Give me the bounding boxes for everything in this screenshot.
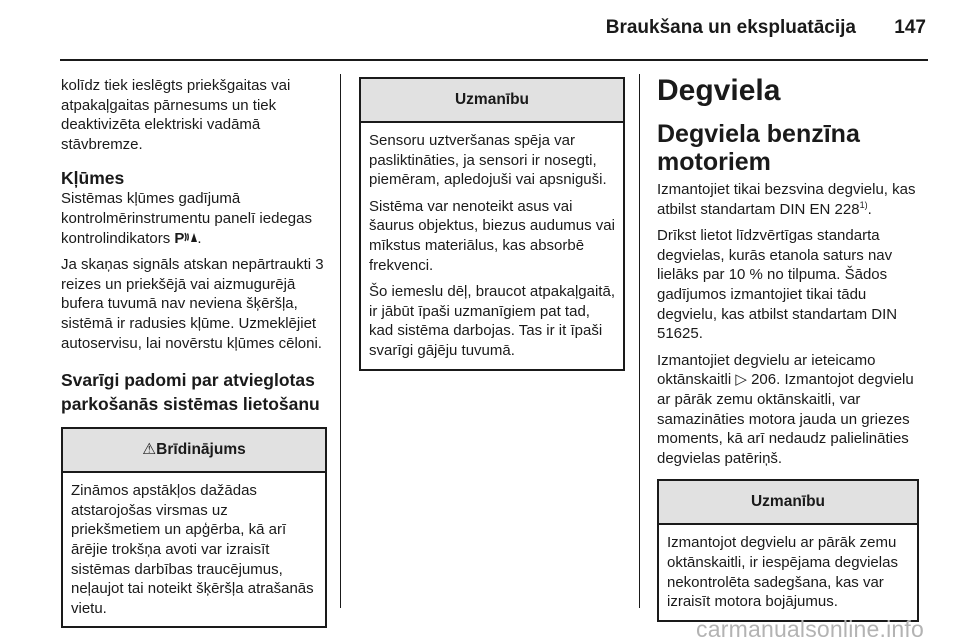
page-header: [0, 0, 960, 58]
caution-2-text: Izmantojot degvielu ar pārāk zemu oktānskaitli, ir iespējama degvielas nekontrolēta sadegšana, kas var izraisīt motora bojājumus.: [667, 534, 898, 611]
warning-title: Brīdinājums: [156, 441, 246, 459]
fuel-paragraph-2: Drīkst lietot līdzvērtīgas standarta degvielas, kurās etanola saturs nav lielāks par 10 % no tilpuma. Šādos gadījumos izmantojiet tikai tādu degvielu, kas atbilst standartam DIN 51625.: [657, 227, 898, 343]
fuel-paragraph-3: Izmantojiet degvielu ar ieteicamo oktānskaitli ▷ 206. Izmantojot degvielu ar pārāk zemu oktānskaitli, var samazināties motora jauda un griezes moments, kā arī nedaudz palielināties degvielas patēriņš.: [657, 351, 914, 467]
footnote-marker: 1): [859, 199, 868, 210]
warning-icon: ⚠: [142, 441, 157, 459]
section-title: Braukšana un ekspluatācija: [605, 17, 856, 38]
column-1: [61, 76, 327, 628]
header-rule: [60, 59, 928, 61]
page-number: 147: [894, 17, 926, 38]
errors-paragraph-2: Ja skaņas signāls atskan nepārtraukti 3 reizes un priekšējā vai aizmugurējā bufera tuvumā nav neviena šķēršļa, sistēmā ir radusies kļūme. Uzmeklējiet autoservisu, lai novērstu kļūmes cēloni.: [61, 256, 324, 352]
errors-heading: Kļūmes: [61, 168, 125, 189]
page-reference[interactable]: 206: [751, 371, 777, 389]
intro-paragraph: kolīdz tiek ieslēgts priekšgaitas vai atpakaļgaitas pārnesums un tiek deaktivizēta elektriski vadāmā stāvbremze.: [61, 77, 291, 153]
fuel-heading: Degviela: [657, 74, 781, 107]
caution-1-paragraph-2: Sistēma var nenoteikt asus vai šaurus objektus, biezus audumus vai mīkstus materiālus, kas absorbē frekvenci.: [369, 197, 615, 274]
column-divider-2: [639, 74, 640, 608]
column-3: [657, 74, 919, 622]
warning-box: [61, 427, 327, 628]
petrol-fuel-heading: Degviela benzīna motoriem: [657, 120, 860, 176]
parking-indicator-icon: P: [174, 230, 197, 247]
column-divider-1: [340, 74, 341, 608]
page-reference-icon[interactable]: ▷: [735, 371, 747, 389]
caution-box-1: [359, 77, 625, 371]
caution-box-1-header: Uzmanību: [361, 79, 623, 123]
warning-box-header: [63, 429, 325, 473]
caution-box-2: [657, 479, 919, 621]
caution-1-paragraph-3: Šo iemeslu dēļ, braucot atpakaļgaitā, ir jābūt īpaši uzmanīgiem pat tad, kad sistēma darbojas. Tas ir it īpaši svarīgi gājēju tuvumā.: [369, 283, 615, 359]
warning-text: Zināmos apstākļos dažādas atstarojošas virsmas uz priekšmetiem un apģērba, kā arī ārējie trokšņa avoti var izraisīt sistēmas darbības traucējumus, neļaujot tai noteikt šķēršļa atrašanās vietu.: [71, 482, 314, 617]
caution-1-paragraph-1: Sensoru uztveršanas spēja var pasliktināties, ja sensori ir nosegti, piemēram, apledojuši vai apsniguši.: [369, 132, 607, 189]
column-2: [359, 77, 625, 371]
fuel-paragraph-1: Izmantojiet tikai bezsvina degvielu, kas atbilst standartam DIN EN 228$^{1)}$.: [657, 181, 916, 218]
errors-paragraph-1: Sistēmas kļūmes gadījumā kontrolmērinstrumentu panelī iedegas kontrolindikators P .: [61, 190, 312, 247]
caution-box-2-header: Uzmanību: [659, 481, 917, 525]
watermark: carmanualsonline.info: [696, 616, 924, 642]
tips-heading: Svarīgi padomi par atvieglotas parkošanās sistēmas lietošanu: [61, 370, 320, 415]
